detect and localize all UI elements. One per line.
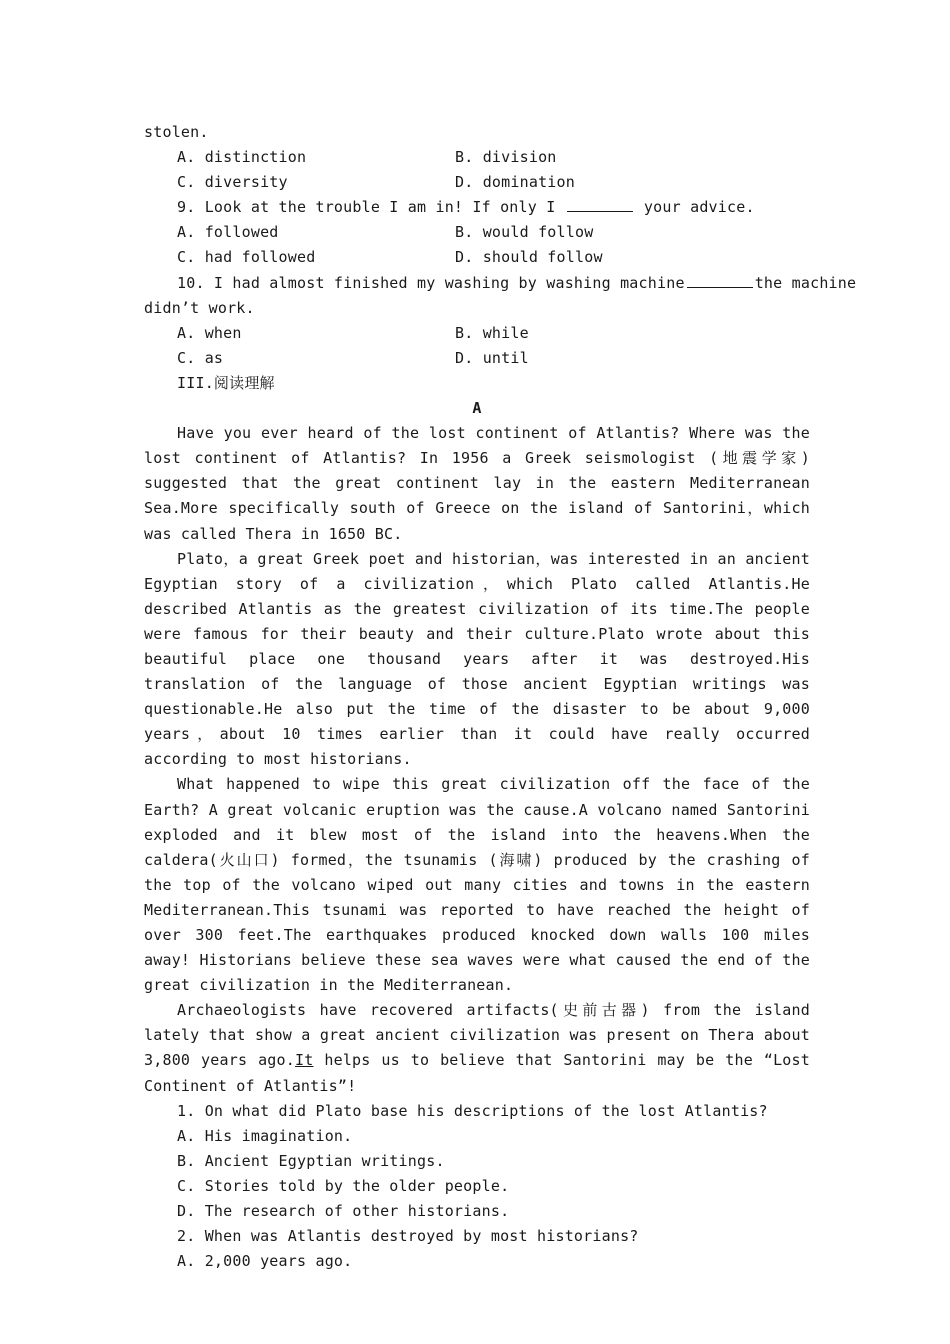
q9-stem: 9. Look at the trouble I am in! If only I your advice. xyxy=(177,198,755,217)
q8-options-row2 xyxy=(144,170,810,195)
passage-paragraph-4: Archaeologists have recovered artifacts(史前古器) from the island lately that show a great ancient civilization was present on Thera about 3,800 years ago.It helps us to believe that Santorini may be the “Lost Continent of Atlantis”! xyxy=(144,1001,810,1095)
answer-blank xyxy=(687,273,753,288)
q8-options-row1 xyxy=(144,145,810,170)
passage-paragraph-2: Plato，a great Greek poet and historian，was interested in an ancient Egyptian story of a civilization，which Plato called Atlantis.He described Atlantis as the greatest civilization of its time.The people were famous for their beauty and their culture.Plato wrote about this beautiful place one thousand years after it was destroyed.His translation of the language of those ancient Egyptian writings was questionable.He also put the time of the disaster to be about 9,000 years，about 10 times earlier than it could have really occurred according to most historians. xyxy=(144,549,810,769)
q8-option-d: D. domination xyxy=(455,173,575,192)
rq1-option-a: A. His imagination. xyxy=(177,1126,353,1145)
rq1-stem: 1. On what did Plato base his descriptions of the lost Atlantis? xyxy=(177,1101,768,1120)
q8-option-c: C. diversity xyxy=(177,173,288,192)
q9-options-row2 xyxy=(144,245,810,270)
q10-stem-line2: didn’t work. xyxy=(144,298,255,317)
q10-option-d: D. until xyxy=(455,348,529,367)
answer-blank xyxy=(567,197,633,212)
q9-option-c: C. had followed xyxy=(177,248,316,267)
q10-option-b: B. while xyxy=(455,323,529,342)
q10-option-c: C. as xyxy=(177,348,224,367)
rq1-option-c: C. Stories told by the older people. xyxy=(177,1176,510,1195)
q8-option-a: A. distinction xyxy=(177,148,307,167)
q10-options-row1 xyxy=(144,321,810,346)
q9-options-row1 xyxy=(144,220,810,245)
passage-label: A xyxy=(472,399,482,418)
document-body xyxy=(144,120,857,1274)
q9-option-d: D. should follow xyxy=(455,248,603,267)
rq1-option-d: D. The research of other historians. xyxy=(177,1202,510,1221)
rq1-option-b: B. Ancient Egyptian writings. xyxy=(177,1151,445,1170)
rq2-stem: 2. When was Atlantis destroyed by most historians? xyxy=(177,1227,639,1246)
q9-option-b: B. would follow xyxy=(455,223,594,242)
section-title: III.阅读理解 xyxy=(177,373,275,392)
q8-option-b: B. division xyxy=(455,148,557,167)
underlined-word: It xyxy=(295,1051,314,1070)
q10-options-row2 xyxy=(144,346,810,371)
q10-stem-line1: 10. I had almost finished my washing by washing machine the machine xyxy=(177,273,857,292)
q10-option-a: A. when xyxy=(177,323,242,342)
passage-paragraph-3: What happened to wipe this great civilization off the face of the Earth? A great volcanic eruption was the cause.A volcano named Santorini exploded and it blew most of the island into the heavens.When the caldera(火山口) formed，the tsunamis (海啸) produced by the crashing of the top of the volcano wiped out many cities and towns in the eastern Mediterranean.This tsunami was reported to have reached the height of over 300 feet.The earthquakes produced knocked down walls 100 miles away! Historians believe these sea waves were what caused the end of the great civilization in the Mediterranean. xyxy=(144,775,810,995)
q9-option-a: A. followed xyxy=(177,223,279,242)
continued-text: stolen. xyxy=(144,123,209,141)
rq2-option-a: A. 2,000 years ago. xyxy=(177,1252,353,1271)
passage-paragraph-1: Have you ever heard of the lost continent of Atlantis? Where was the lost continent of Atlantis? In 1956 a Greek seismologist (地震学家) suggested that the great continent lay in the eastern Mediterranean Sea.More specifically south of Greece on the island of Santorini，which was called Thera in 1650 BC. xyxy=(144,424,810,543)
